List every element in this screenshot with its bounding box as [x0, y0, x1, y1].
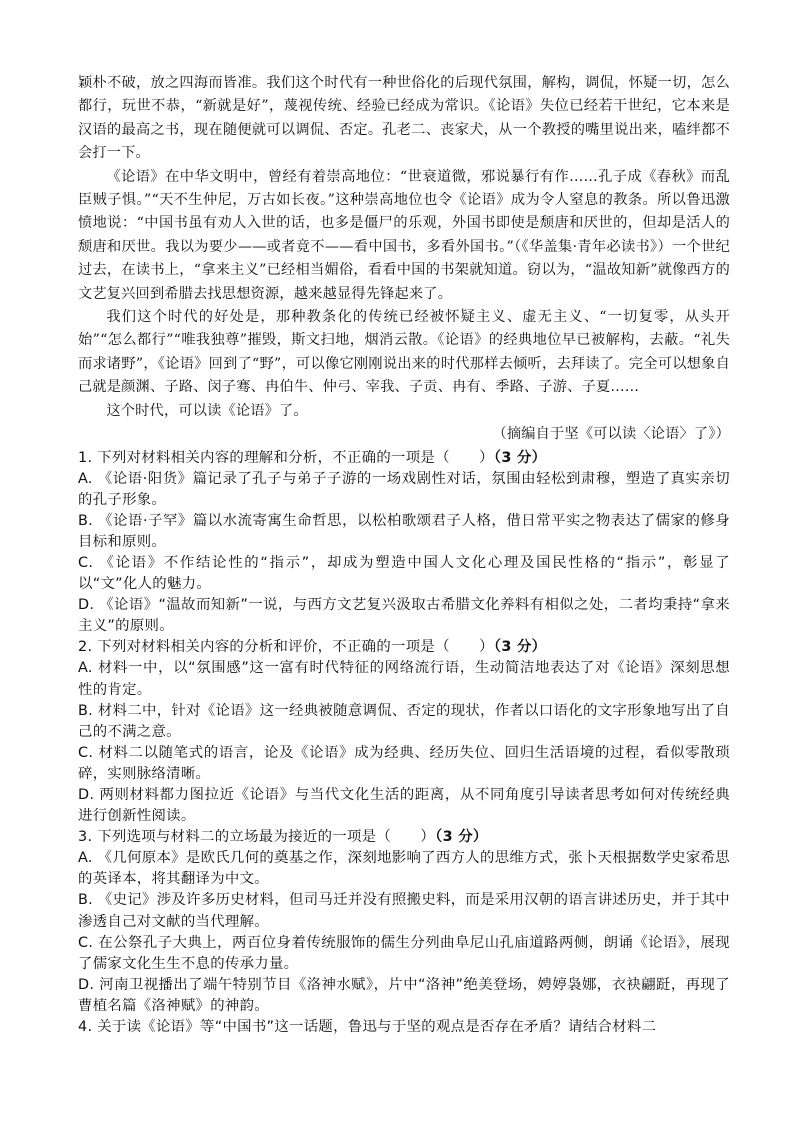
question-4: [78, 1017, 730, 1038]
question-2: [78, 637, 730, 827]
question-score: （3 分）: [435, 829, 488, 846]
question-list: [78, 448, 730, 1039]
question-stem: [78, 448, 730, 469]
option-b: B. 材料二中，针对《论语》这一经典被随意调侃、否定的现状，作者以口语化的文字形象地写出了自己的不满之意。: [78, 702, 730, 740]
option-b: B. 《论语·子罕》篇以水流寄寓生命哲思，以松柏歌颂君子人格，借日常平实之物表达了儒家的修身目标和原则。: [78, 512, 730, 550]
material-paragraph-1: 颖朴不破，放之四海而皆准。我们这个时代有一种世俗化的后现代氛围，解构，调侃，怀疑一切，怎么都行，玩世不恭，“新就是好”，蔑视传统、经验已经成为常识。《论语》失位已经若干世纪，它本来是汉语的最高之书，现在随便就可以调侃、否定。孔老二、丧家犬，从一个教授的嘴里说出来，嗑绊都不会打一下。: [78, 75, 730, 162]
option-a: A. 材料一中，以“氛围感”这一富有时代特征的网络流行语，生动简洁地表达了对《论语》深刻思想性的肯定。: [78, 660, 730, 698]
option-d: D. 河南卫视播出了端午特别节目《洛神水赋》，片中“洛神”绝美登场，娉婷袅娜，衣袂翩跹，再现了曹植名篇《洛神赋》的神韵。: [78, 976, 730, 1014]
question-stem-text: 2. 下列对材料相关内容的分析和评价，不正确的一项是（ ）: [78, 639, 494, 656]
option-c: C. 在公祭孔子大典上，两百位身着传统服饰的儒生分列曲阜尼山孔庙道路两侧，朗诵《论语》，展现了儒家文化生生不息的传承力量。: [78, 934, 730, 972]
question-stem: [78, 637, 730, 658]
question-score: （3 分）: [493, 449, 547, 466]
option-b: B. 《史记》涉及许多历史材料，但司马迁并没有照搬史料，而是采用汉朝的语言讲述历史，并于其中渗透自己对文献的当代理解。: [78, 892, 730, 930]
question-stem: 4. 关于读《论语》等“中国书”这一话题，鲁迅与于坚的观点是否存在矛盾？请结合材料二: [78, 1019, 657, 1036]
option-d: D. 两则材料都力图拉近《论语》与当代文化生活的距离，从不同角度引导读者思考如何对传统经典进行创新性阅读。: [78, 787, 730, 825]
question-stem-text: 3. 下列选项与材料二的立场最为接近的一项是（ ）: [78, 829, 436, 846]
question-stem-text: 1. 下列对材料相关内容的理解和分析，不正确的一项是（ ）: [78, 449, 494, 466]
material-paragraph-2: 《论语》在中华文明中，曾经有着崇高地位：“世衰道微，邪说暴行有作……孔子成《春秋》而乱臣贼子惧。”“天不生仲尼，万古如长夜。”这种崇高地位也令《论语》成为令人窒息的教条。所以鲁迅激愤地说：“中国书虽有劝人入世的话，也多是僵尸的乐观，外国书即使是颓唐和厌世的，但却是活人的颓唐和厌世。我以为要少——或者竟不——看中国书，多看外国书。”（《华盖集·青年必读书》）一个世纪过去，在读书上，“拿来主义”已经相当媚俗，看看中国的书架就知道。窃以为，“温故知新”就像西方的文艺复兴回到希腊去找思想资源，越来越显得先锋起来了。: [78, 168, 730, 302]
option-a: A. 《论语·阳货》篇记录了孔子与弟子子游的一场戏剧性对话，氛围由轻松到肃穆，塑造了真实亲切的孔子形象。: [78, 470, 730, 508]
material-paragraph-3: 我们这个时代的好处是，那种教条化的传统已经被怀疑主义、虚无主义、“一切复零，从头开始”“怎么都行”“唯我独尊”摧毁，斯文扫地，烟消云散。《论语》的经典地位早已被解构，去蔽。“礼失而求诸野”，《论语》回到了“野”，可以像它刚刚说出来的时代那样去倾听，去拜读了。完全可以想象自己就是颜渊、子路、闵子骞、冉伯牛、仲弓、宰我、子贡、冉有、季路、子游、子夏……: [78, 309, 730, 396]
question-stem: [78, 827, 730, 848]
exam-page: [78, 72, 730, 1038]
option-d: D. 《论语》“温故而知新”一说，与西方文艺复兴汲取古希腊文化养料有相似之处，二者均秉持“拿来主义”的原则。: [78, 597, 730, 635]
option-c: C. 《论语》不作结论性的“指示”，却成为塑造中国人文化心理及国民性格的“指示”，彰显了以“文”化人的魅力。: [78, 554, 730, 593]
question-3: [78, 827, 730, 1017]
material-source: （摘编自于坚《可以读〈论语〉了》）: [492, 426, 730, 443]
question-1: [78, 448, 730, 638]
material-paragraph-4: 这个时代，可以读《论语》了。: [106, 402, 308, 419]
question-score: （3 分）: [493, 639, 547, 656]
option-a: A. 《几何原本》是欧氏几何的奠基之作，深刻地影响了西方人的思维方式，张卜天根据数学史家希思的英译本，将其翻译为中文。: [78, 850, 730, 888]
option-c: C. 材料二以随笔式的语言，论及《论语》成为经典、经历失位、回归生活语境的过程，看似零散琐碎，实则脉络清晰。: [78, 744, 730, 782]
reading-material: [78, 72, 730, 447]
